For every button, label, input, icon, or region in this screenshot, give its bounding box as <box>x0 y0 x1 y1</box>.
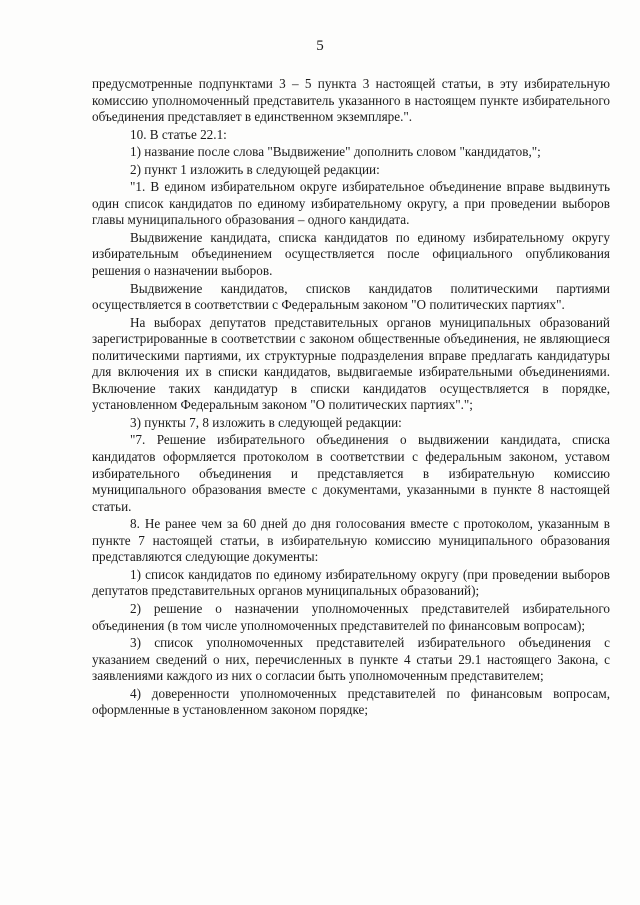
paragraph: "7. Решение избирательного объединения о выдвижении кандидата, списка кандидатов оформляется протоколом в соответствии с федеральным законом, уставом избирательного объединения и представляется в избирательную комиссию муниципального образования вместе с документами, указанными в пункте 8 настоящей статьи. <box>92 432 610 514</box>
paragraph: предусмотренные подпунктами 3 – 5 пункта 3 настоящей статьи, в эту избирательную комиссию уполномоченный представитель указанного в настоящем пункте избирательного объединения представляет в единственном экземпляре.". <box>92 76 610 125</box>
paragraph: 3) список уполномоченных представителей избирательного объединения с указанием сведений о них, перечисленных в пункте 4 статьи 29.1 настоящего Закона, с заявлениями каждого из них о согласии быть уполномоченным представителем; <box>92 635 610 684</box>
paragraph: 10. В статье 22.1: <box>130 126 227 142</box>
paragraph: Выдвижение кандидатов, списков кандидатов политическими партиями осуществляется в соответствии с Федеральным законом "О политических партиях". <box>92 280 610 313</box>
page-number: 5 <box>316 38 324 54</box>
paragraph: 2) решение о назначении уполномоченных представителей избирательного объединения (в том числе уполномоченных представителей по финансовым вопросам); <box>92 600 610 633</box>
document-body <box>92 76 610 719</box>
paragraph: 4) доверенности уполномоченных представителей по финансовым вопросам, оформленные в установленном законом порядке; <box>92 685 610 718</box>
paragraph: "1. В едином избирательном округе избирательное объединение вправе выдвинуть один список кандидатов по единому избирательному округу, а при проведении выборов главы муниципального образования – одного кандидата. <box>92 179 610 228</box>
paragraph: 3) пункты 7, 8 изложить в следующей редакции: <box>130 414 402 430</box>
paragraph: 1) название после слова "Выдвижение" дополнить словом "кандидатов,"; <box>130 144 541 160</box>
paragraph: 2) пункт 1 изложить в следующей редакции: <box>130 161 380 177</box>
paragraph: 1) список кандидатов по единому избирательному округу (при проведении выборов депутатов представительных органов муниципальных образований); <box>92 566 610 599</box>
paragraph: Выдвижение кандидата, списка кандидатов по единому избирательному округу избирательным объединением осуществляется после официального опубликования решения о назначении выборов. <box>92 229 610 279</box>
paragraph: 8. Не ранее чем за 60 дней до дня голосования вместе с протоколом, указанным в пункте 7 настоящей статьи, в избирательную комиссию муниципального образования представляются следующие документы: <box>92 516 610 565</box>
paragraph: На выборах депутатов представительных органов муниципальных образований зарегистрированные в соответствии с законом общественные объединения, не являющиеся политическими партиями, их структурные подразделения вправе предлагать кандидатуры для включения их в списки кандидатов, выдвигаемые избирательными объединениями. Включение таких кандидатур в списки кандидатов осуществляется в порядке, установленном Федеральным законом "О политических партиях"."; <box>92 314 610 413</box>
